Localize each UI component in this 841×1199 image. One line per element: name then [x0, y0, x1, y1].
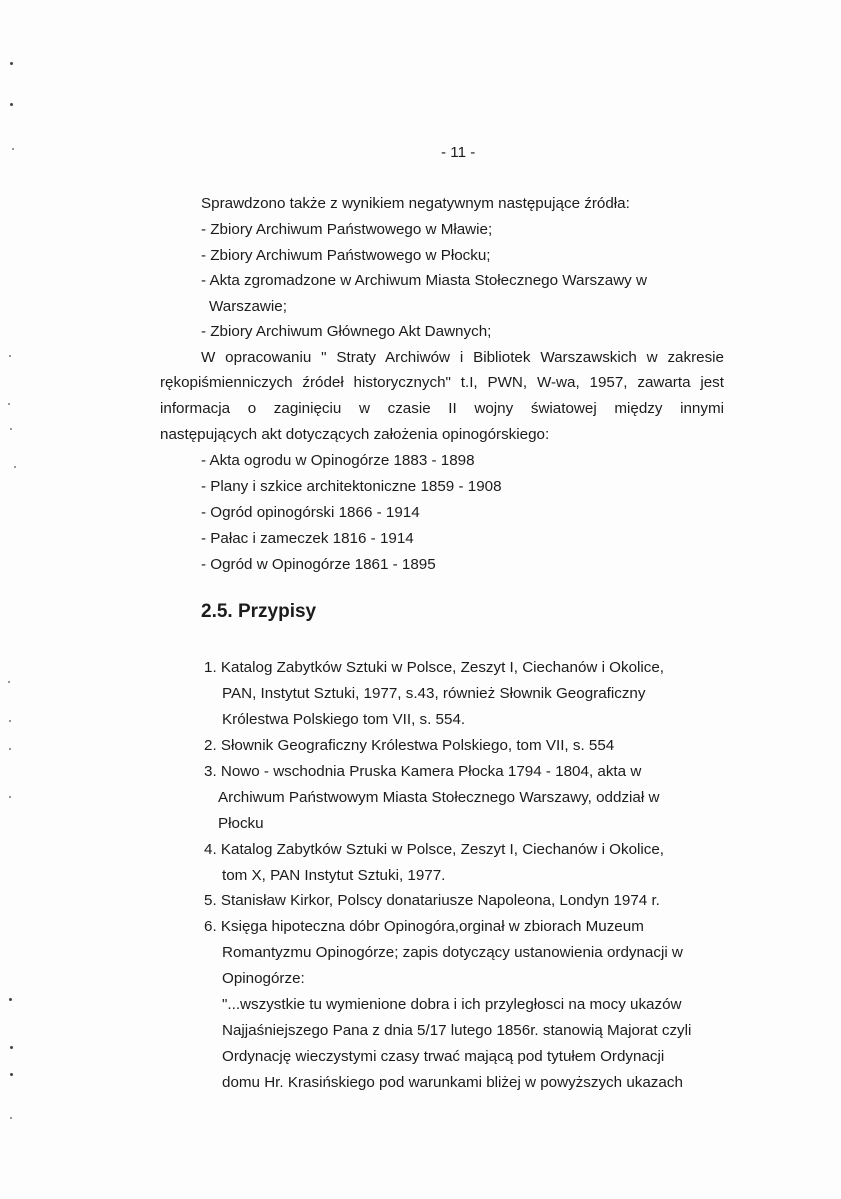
scan-speck — [10, 62, 13, 65]
footnote-line: Archiwum Państwowym Miasta Stołecznego Warszawy, oddział w — [218, 789, 660, 806]
source-item: - Zbiory Archiwum Państwowego w Płocku; — [201, 247, 491, 264]
footnote-quote-line: domu Hr. Krasińskiego pod warunkami bliżej w powyższych ukazach — [222, 1074, 683, 1091]
source-item: - Akta zgromadzone w Archiwum Miasta Stołecznego Warszawy w — [201, 272, 647, 289]
scan-speck — [9, 748, 11, 750]
lost-record-item: - Akta ogrodu w Opinogórze 1883 - 1898 — [201, 452, 475, 469]
scan-speck — [10, 1117, 12, 1119]
lost-record-item: - Pałac i zameczek 1816 - 1914 — [201, 530, 414, 547]
footnote-line: Opinogórze: — [222, 970, 305, 987]
paragraph-line: następujących akt dotyczących założenia opinogórskiego: — [160, 426, 550, 443]
scan-speck — [8, 403, 10, 405]
source-item: - Zbiory Archiwum Głównego Akt Dawnych; — [201, 323, 492, 340]
scan-speck — [9, 355, 11, 357]
scan-speck — [14, 466, 16, 468]
scan-speck — [9, 720, 11, 722]
scan-speck — [9, 998, 12, 1001]
lost-record-item: - Ogród w Opinogórze 1861 - 1895 — [201, 556, 436, 573]
footnote-line: Płocku — [218, 815, 264, 832]
footnote-line: Królestwa Polskiego tom VII, s. 554. — [222, 711, 466, 728]
paragraph-line: rękopiśmienniczych źródeł historycznych" t.I, PWN, W-wa, 1957, zawarta jest — [160, 374, 724, 391]
paragraph-line: informacja o zaginięciu w czasie II wojny światowej między innymi — [160, 400, 724, 417]
scan-speck — [8, 681, 10, 683]
footnote-line: 3. Nowo - wschodnia Pruska Kamera Płocka 1794 - 1804, akta w — [204, 763, 642, 780]
lost-record-item: - Plany i szkice architektoniczne 1859 - 1908 — [201, 478, 502, 495]
scan-speck — [10, 103, 13, 106]
footnote-quote-line: Ordynację wieczystymi czasy trwać mającą pod tytułem Ordynacji — [222, 1048, 665, 1065]
intro-text: Sprawdzono także z wynikiem negatywnym następujące źródła: — [201, 195, 630, 212]
footnote-line: Romantyzmu Opinogórze; zapis dotyczący ustanowienia ordynacji w — [222, 944, 683, 961]
footnote-quote-line: "...wszystkie tu wymienione dobra i ich przyległosci na mocy ukazów — [222, 996, 682, 1013]
source-item: - Zbiory Archiwum Państwowego w Mławie; — [201, 221, 493, 238]
footnote-line: 4. Katalog Zabytków Sztuki w Polsce, Zeszyt I, Ciechanów i Okolice, — [204, 841, 665, 858]
section-heading: 2.5. Przypisy — [201, 601, 317, 622]
footnote-line: 5. Stanisław Kirkor, Polscy donatariusze Napoleona, Londyn 1974 r. — [204, 892, 660, 909]
footnote-line: PAN, Instytut Sztuki, 1977, s.43, również Słownik Geograficzny — [222, 685, 646, 702]
page-number: - 11 - — [441, 144, 476, 161]
footnote-line: 2. Słownik Geograficzny Królestwa Polskiego, tom VII, s. 554 — [204, 737, 615, 754]
scan-speck — [10, 1046, 13, 1049]
paragraph-line: W opracowaniu " Straty Archiwów i Bibliotek Warszawskich w zakresie — [201, 349, 724, 366]
footnote-quote-line: Najjaśniejszego Pana z dnia 5/17 lutego 1856r. stanowią Majorat czyli — [222, 1022, 692, 1039]
scan-speck — [12, 148, 14, 150]
footnote-line: 6. Księga hipoteczna dóbr Opinogóra,orginał w zbiorach Muzeum — [204, 918, 644, 935]
scan-speck — [10, 428, 12, 430]
scan-speck — [10, 1073, 13, 1076]
footnote-line: 1. Katalog Zabytków Sztuki w Polsce, Zeszyt I, Ciechanów i Okolice, — [204, 659, 665, 676]
lost-record-item: - Ogród opinogórski 1866 - 1914 — [201, 504, 420, 521]
source-item-continuation: Warszawie; — [209, 298, 287, 315]
footnote-line: tom X, PAN Instytut Sztuki, 1977. — [222, 867, 446, 884]
scan-speck — [9, 796, 11, 798]
